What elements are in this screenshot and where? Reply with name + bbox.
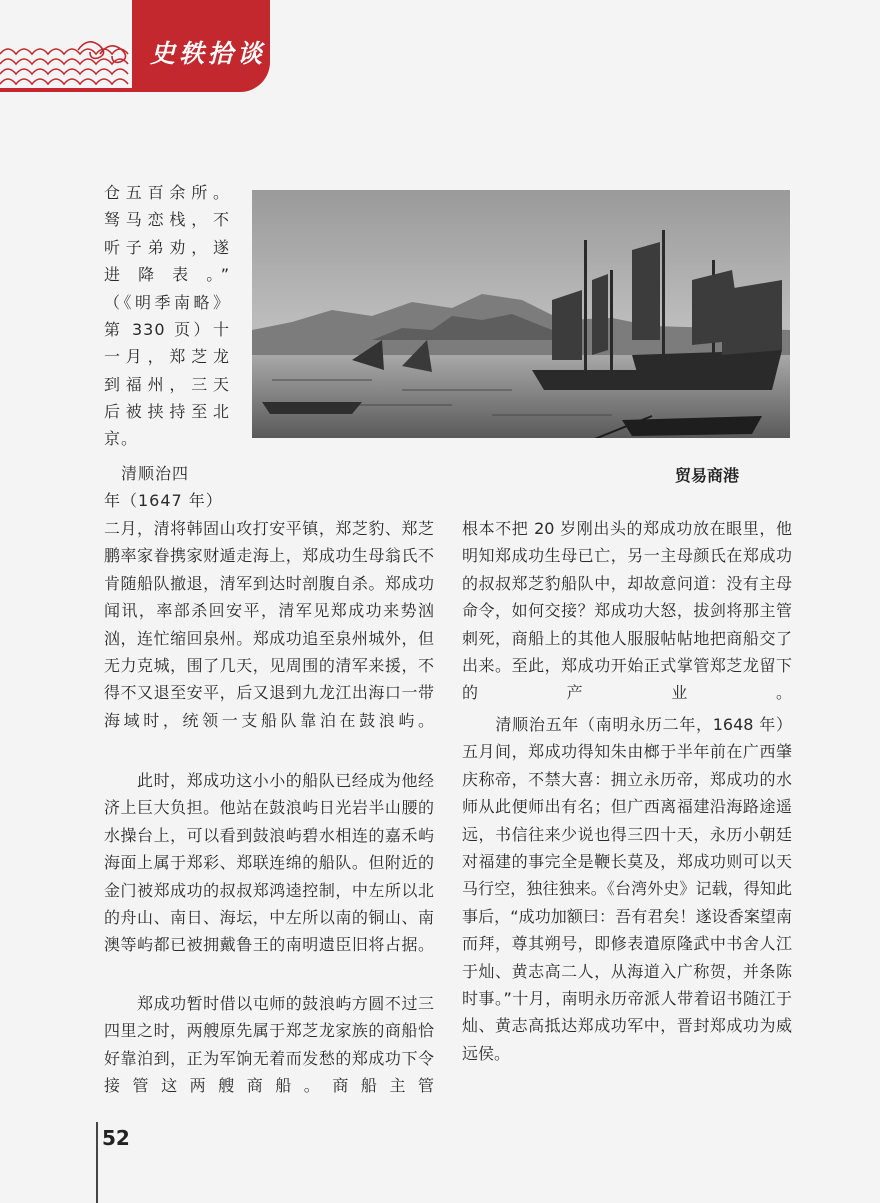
wrap-line: 后被挟持至北: [104, 402, 230, 421]
wrap-line: 第 330 页）十: [104, 320, 230, 339]
section-title-tab: [132, 0, 270, 92]
figure-caption: 贸易商港: [675, 466, 740, 485]
wrap-line: 仓五百余所。: [104, 183, 230, 202]
page-number-rule: [96, 1122, 98, 1203]
wrap-line: 清顺治四: [104, 464, 190, 483]
paragraph-right-2: 清顺治五年（南明永历二年，1648 年）五月间，郑成功得知朱由榔于半年前在广西肇庆称帝，不禁大喜：拥立永历帝，郑成功的水师从此便师出有名；但广西离福建沿海路途遥远，书信往来少说也得三四十天，永历小朝廷对福建的事完全是鞭长莫及，郑成功则可以天马行空，独往独来。《台湾外史》记载，得知此事后，“成功加额曰：吾有君矣！遂设香案望南而拜，尊其朔号，即修表遣原隆武中书舍人江于灿、黄志高二人，从海道入广称贺，并条陈时事。”十月，南明永历帝派人带着诏书随江于灿、黄志高抵达郑成功军中，晋封郑成功为威远侯。: [462, 715, 792, 1063]
wrap-line: 驽马恋栈，不: [104, 210, 230, 229]
wrap-line: 一月，郑芝龙: [104, 347, 230, 366]
wrap-line: 京。: [104, 429, 139, 448]
harbor-engraving-image: [252, 190, 790, 438]
harbor-engraving-icon: [252, 190, 790, 438]
wrap-line: 年（1647 年）: [104, 491, 223, 510]
paragraph-right-1: 根本不把 20 岁刚出头的郑成功放在眼里，他明知郑成功生母已亡，另一主母颜氏在郑成功的叔叔郑芝豹船队中，却故意问道：没有主母命令，如何交接？郑成功大怒，拔剑将那主管刺死，商船上的其他人服服帖帖地把商船交了出来。至此，郑成功开始正式掌管郑芝龙留下的产业。: [462, 519, 792, 703]
paragraph-left-3: 郑成功暂时借以屯师的鼓浪屿方圆不过三四里之时，两艘原先属于郑芝龙家族的商船恰好靠泊到，正为军饷无着而发愁的郑成功下令接管这两艘商船。商船主管: [104, 994, 434, 1096]
page-number: 52: [102, 1126, 130, 1150]
wrap-line: 到福州，三天: [104, 375, 230, 394]
wrap-line: （《明季南略》: [104, 293, 230, 312]
section-banner: [0, 0, 270, 92]
paragraph-left-1: 二月，清将韩固山攻打安平镇，郑芝豹、郑芝鹏率家眷携家财遁走海上，郑成功生母翁氏不肯随船队撤退，清军到达时剖腹自杀。郑成功闻讯，率部杀回安平，清军见郑成功来势汹汹，连忙缩回泉州。郑成功追至泉州城外，但无力克城，围了几天，见周围的清军来援，不得不又退至安平，后又退到九龙江出海口一带海域时，统领一支船队靠泊在鼓浪屿。: [104, 519, 434, 730]
section-title: 史轶拾谈: [150, 39, 267, 68]
wrap-line: 听子弟劝，遂: [104, 238, 230, 257]
wave-pattern-icon: [0, 40, 132, 92]
wrap-line: 进 降 表 。”: [104, 265, 230, 284]
paragraph-left-2: 此时，郑成功这小小的船队已经成为他经济上巨大负担。他站在鼓浪屿日光岩半山腰的水操台上，可以看到鼓浪屿碧水相连的嘉禾屿海面上属于郑彩、郑联连绵的船队。但附近的金门被郑成功的叔叔郑鸿逵控制，中左所以北的舟山、南日、海坛，中左所以南的铜山、南澳等屿都已被拥戴鲁王的南明遗臣旧将占据。: [104, 771, 434, 955]
